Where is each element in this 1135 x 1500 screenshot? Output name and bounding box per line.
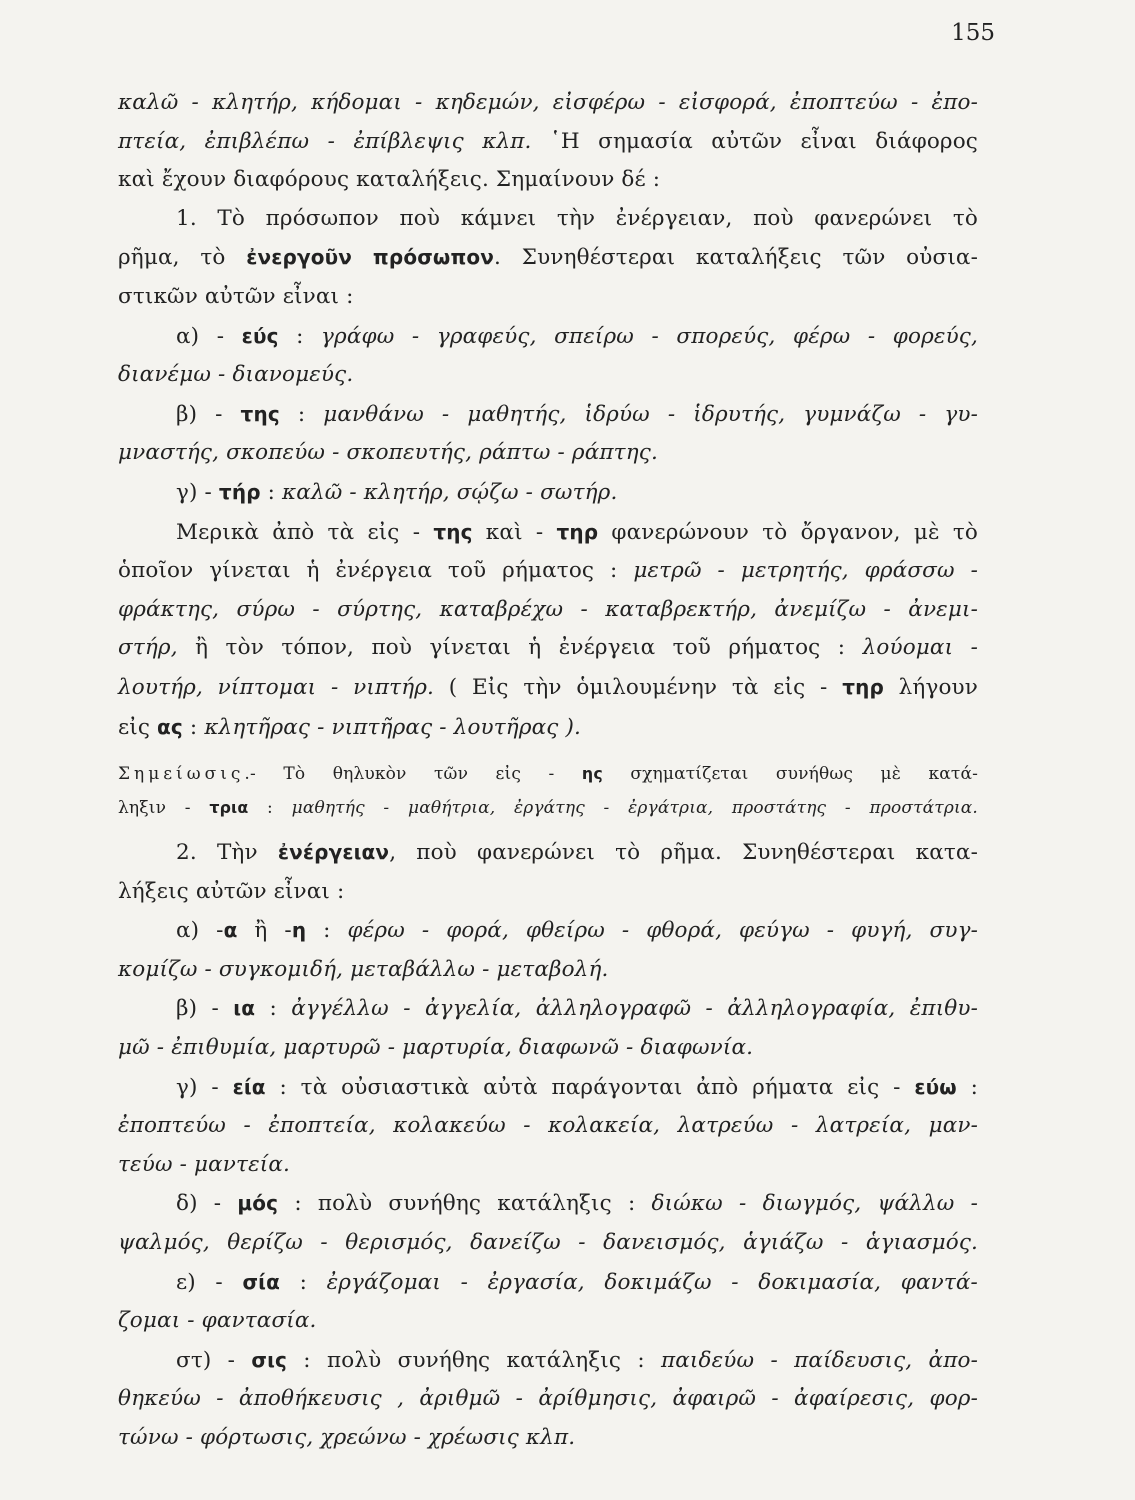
text-line: Μερικὰ ἀπὸ τὰ εἰς - της καὶ - τηρ φανερώνουν τὸ ὄργανον, μὲ τὸ [176,519,978,545]
text-line: καλῶ - κλητήρ, κήδομαι - κηδεμών, εἰσφέρω - εἰσφορά, ἐποπτεύω - ἐπο- [118,90,978,115]
text-line: καὶ ἔχουν διαφόρους καταλήξεις. Σημαίνουν δέ : [118,167,661,193]
text-line: θηκεύω - ἀποθήκευσις , ἀριθμῶ - ἀρίθμησις, ἀφαιρῶ - ἀφαίρεσις, φορ- [118,1386,978,1412]
text-line: β) - της : μανθάνω - μαθητής, ἱδρύω - ἱδρυτής, γυμνάζω - γυ- [176,401,978,427]
note-paragraph: Σημείωσις.- Τὸ θηλυκὸν τῶν εἰς - ης σχηματίζεται συνήθως μὲ κατά- ληξιν - τρια : μαθητής - μαθήτρια, ἐργάτης - ἐργάτρια, προστάτης - προστάτρια. [118,764,979,819]
text-line: μῶ - ἐπιθυμία, μαρτυρῶ - μαρτυρία, διαφωνῶ - διαφωνία. [118,1035,754,1061]
text-line: στ) - σις : πολὺ συνήθης κατάληξις : παιδεύω - παίδευσις, ἀπο- [176,1347,978,1373]
text-line: στήρ, ἢ τὸν τόπον, ποὺ γίνεται ἡ ἐνέργεια τοῦ ρήματος : λούομαι - [118,635,978,661]
text-line: γ) - εία : τὰ οὐσιαστικὰ αὐτὰ παράγονται ἀπὸ ρήματα εἰς - εύω : [176,1074,978,1100]
text-line: φράκτης, σύρω - σύρτης, καταβρέχω - καταβρεκτήρ, ἀνεμίζω - ἀνεμι- [118,596,978,622]
text-line: ἐποπτεύω - ἐποπτεία, κολακεύω - κολακεία, λατρεύω - λατρεία, μαν- [118,1113,978,1139]
text-line: β) - ια : ἀγγέλλω - ἀγγελία, ἀλληλογραφῶ - ἀλληλογραφία, ἐπιθυ- [176,996,978,1022]
body-text [118,84,978,1458]
text-line: τεύω - μαντεία. [118,1151,290,1177]
text-line: ε) - σία : ἐργάζομαι - ἐργασία, δοκιμάζω - δοκιμασία, φαντά- [176,1269,978,1295]
text-line: ὁποῖον γίνεται ἡ ἐνέργεια τοῦ ρήματος : μετρῶ - μετρητής, φράσσω - [118,558,978,584]
text-line: α) - εύς : γράφω - γραφεύς, σπείρω - σπορεύς, φέρω - φορεύς, [176,323,978,349]
text-line: διανέμω - διανομεύς. [118,362,354,388]
text-line: μναστής, σκοπεύω - σκοπευτής, ράπτω - ράπτης. [118,440,658,466]
text-line: γ) - τήρ : καλῶ - κλητήρ, σῴζω - σωτήρ. [176,479,618,505]
text-line: πτεία, ἐπιβλέπω - ἐπίβλεψις κλπ. ῾Η σημασία αὐτῶν εἶναι διάφορος [118,128,978,154]
text-line: τώνω - φόρτωσις, χρεώνω - χρέωσις κλπ. [118,1425,576,1450]
text-line: κομίζω - συγκομιδή, μεταβάλλω - μεταβολή. [118,956,609,982]
text-line: ζομαι - φαντασία. [118,1308,317,1334]
text-line: εἰς ας : κλητῆρας - νιπτῆρας - λουτῆρας ). [118,714,581,740]
text-line: α) -α ἢ -η : φέρω - φορά, φθείρω - φθορά, φεύγω - φυγή, συγ- [176,918,978,944]
text-line: ψαλμός, θερίζω - θερισμός, δανείζω - δανεισμός, ἁγιάζω - ἁγιασμός. [118,1230,978,1256]
page-number: 155 [951,20,995,46]
text-line: 2. Τὴν ἐνέργειαν, ποὺ φανερώνει τὸ ρῆμα. Συνηθέστεραι κατα- [176,840,978,866]
text-line: στικῶν αὐτῶν εἶναι : [118,283,354,309]
text-line: λουτήρ, νίπτομαι - νιπτήρ. ( Εἰς τὴν ὁμιλουμένην τὰ εἰς - τηρ λήγουν [118,674,978,700]
text-line: λήξεις αὐτῶν εἶναι : [118,878,345,904]
text-line: ρῆμα, τὸ ἐνεργοῦν πρόσωπον. Συνηθέστεραι καταλήξεις τῶν οὐσια- [118,245,978,271]
text-line: 1. Τὸ πρόσωπον ποὺ κάμνει τὴν ἐνέργειαν, ποὺ φανερώνει τὸ [176,205,978,231]
text-line: δ) - μός : πολὺ συνήθης κατάληξις : διώκω - διωγμός, ψάλλω - [176,1191,979,1217]
